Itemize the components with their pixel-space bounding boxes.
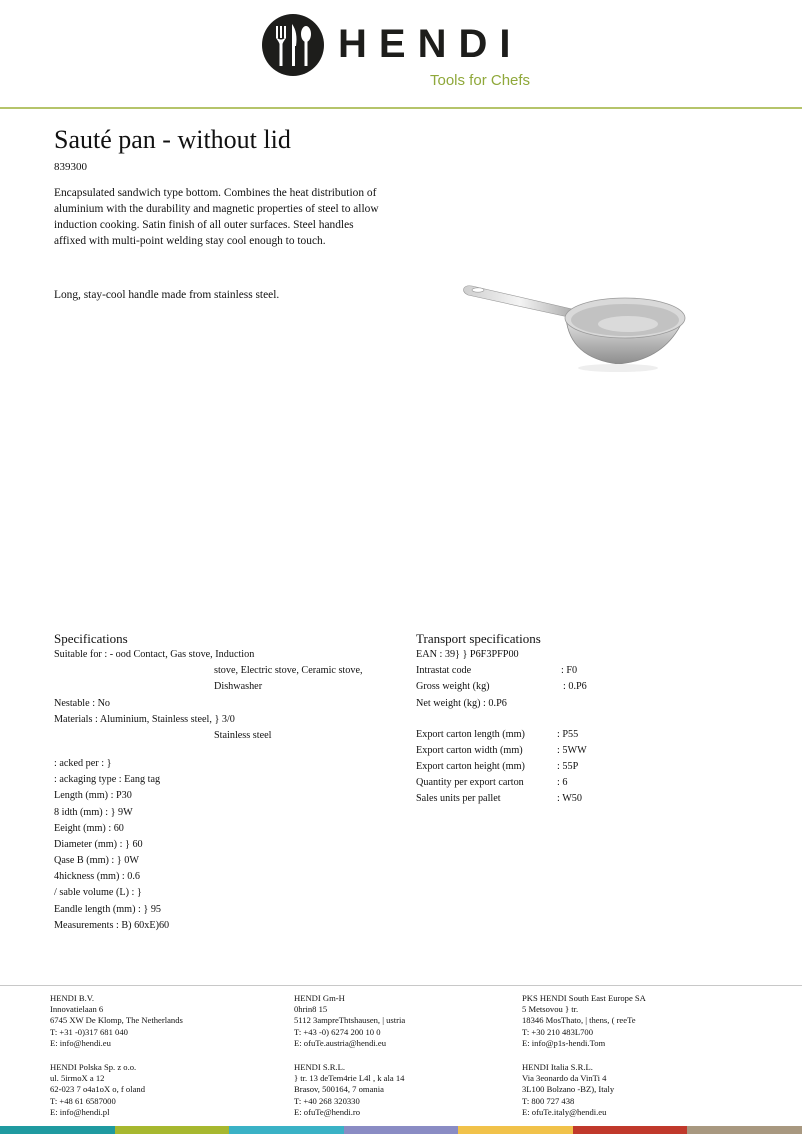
transport-pallet-value: : W50 — [557, 793, 582, 804]
spec-measurements: Measurements : B) 60xE)60 — [54, 920, 170, 931]
phone: T: 800 727 438 — [522, 1095, 575, 1106]
address-line: 5 Metsovou } tr. — [522, 1004, 579, 1015]
spec-base: Qase B (mm) : } 0W — [54, 855, 139, 866]
company-name: HENDI Italia S.R.L. — [522, 1062, 593, 1072]
footer-color-bars — [0, 1126, 802, 1134]
address-line: } tr. 13 deTem4rie L4l , k ala 14 — [294, 1073, 405, 1084]
transport-qty-value: : 6 — [557, 777, 568, 788]
transport-carton-length-value: : P55 — [557, 729, 579, 740]
spec-packed-per: : acked per : } — [54, 758, 112, 769]
address-line: 62-023 7 o4a1oX o, f oland — [50, 1084, 145, 1095]
transport-gross-value: : 0.P6 — [563, 681, 587, 692]
spec-height: Eeight (mm) : 60 — [54, 823, 124, 834]
color-bar — [344, 1126, 459, 1134]
phone: T: +31 -0)317 681 040 — [50, 1026, 128, 1037]
email: E: ofuTe.italy@hendi.eu — [522, 1106, 607, 1117]
transport-carton-width-label: Export carton width (mm) — [416, 745, 523, 756]
brand-tagline: Tools for Chefs — [430, 72, 531, 89]
company-name: HENDI B.V. — [50, 993, 95, 1003]
spec-nestable: Nestable : No — [54, 698, 111, 709]
spec-suitable-for: Suitable for : - ood Contact, Gas stove, Induction — [54, 649, 255, 660]
hendi-logo-icon — [262, 14, 324, 76]
address-line: Innovatielaan 6 — [50, 1004, 104, 1015]
email: E: info@hendi.pl — [50, 1106, 110, 1117]
address-line: 18346 MosThato, | thens, ( reeTe — [522, 1015, 636, 1026]
transport-pallet-label: Sales units per pallet — [416, 793, 501, 804]
product-feature: Long, stay-cool handle made from stainless steel. — [54, 289, 280, 301]
saute-pan-photo — [458, 278, 698, 378]
spec-suitable-for-cont: Dishwasher — [214, 681, 263, 692]
transport-net-weight: Net weight (kg) : 0.P6 — [416, 698, 507, 709]
spec-materials-cont: Stainless steel — [214, 730, 272, 741]
transport-carton-length-label: Export carton length (mm) — [416, 729, 525, 740]
footer-divider — [0, 985, 802, 986]
spec-length: Length (mm) : P30 — [54, 790, 132, 801]
color-bar — [115, 1126, 230, 1134]
product-description: Encapsulated sandwich type bottom. Combines the heat distribution of aluminium with the durability and magnetic properties of steel to allow induction cooking. Satin finish of all outer surfaces. Steel handles affixed with multi-point welding stay cool enough to touch. — [54, 187, 379, 247]
email: E: ofuTe@hendi.ro — [294, 1106, 361, 1117]
transport-intrastat-value: : F0 — [561, 665, 578, 676]
header-divider — [0, 107, 802, 109]
address-line: 3L100 Bolzano -BZ), Italy — [522, 1084, 615, 1095]
transport-carton-height-label: Export carton height (mm) — [416, 761, 525, 772]
phone: T: +43 -0) 6274 200 10 0 — [294, 1026, 381, 1037]
spec-diameter: Diameter (mm) : } 60 — [54, 839, 143, 850]
address-block-austria — [294, 993, 405, 1049]
color-bar — [573, 1126, 688, 1134]
address-block-poland — [50, 1062, 145, 1118]
transport-carton-height-value: : 55P — [557, 761, 579, 772]
transport-ean: EAN : 39} } P6F3PFP00 — [416, 649, 519, 660]
address-block-netherlands — [50, 993, 183, 1049]
address-line: 5112 3ampreThtshausen, | ustria — [294, 1015, 406, 1026]
product-code: 839300 — [54, 161, 87, 173]
email: E: info@p1s-hendi.Tom — [522, 1037, 606, 1048]
color-bar — [687, 1126, 802, 1134]
color-bar — [0, 1126, 115, 1134]
address-line: 6745 XW De Klomp, The Netherlands — [50, 1015, 183, 1026]
company-name: HENDI S.R.L. — [294, 1062, 346, 1072]
specifications-heading: Specifications — [54, 631, 128, 646]
email: E: ofuTe.austria@hendi.eu — [294, 1037, 387, 1048]
spec-materials: Materials : Aluminium, Stainless steel, } 3/0 — [54, 714, 235, 725]
transport-carton-width-value: : 5WW — [557, 745, 587, 756]
transport-heading: Transport specifications — [416, 631, 541, 646]
address-line: 0hrin8 15 — [294, 1004, 328, 1015]
company-name: HENDI Gm-H — [294, 993, 345, 1003]
color-bar — [458, 1126, 573, 1134]
page-header — [0, 0, 802, 110]
address-block-greece — [522, 993, 646, 1049]
email: E: info@hendi.eu — [50, 1037, 111, 1048]
transport-gross-label: Gross weight (kg) — [416, 681, 490, 692]
transport-intrastat-label: Intrastat code — [416, 665, 472, 676]
phone: T: +48 61 6587000 — [50, 1095, 116, 1106]
spec-volume: / sable volume (L) : } — [54, 887, 142, 898]
spec-thickness: 4hickness (mm) : 0.6 — [54, 871, 141, 882]
company-name: PKS HENDI South East Europe SA — [522, 993, 646, 1003]
address-line: Via 3eonardo da VinTi 4 — [522, 1073, 607, 1084]
address-block-italy — [522, 1062, 614, 1118]
address-line: Brasov, 500164, 7 omania — [294, 1084, 384, 1095]
product-title: Sauté pan - without lid — [54, 125, 291, 154]
spec-packaging-type: : ackaging type : Eang tag — [54, 774, 161, 785]
phone: T: +40 268 320330 — [294, 1095, 360, 1106]
spec-width: 8 idth (mm) : } 9W — [54, 807, 133, 818]
spec-suitable-for-cont: stove, Electric stove, Ceramic stove, — [214, 665, 363, 676]
company-name: HENDI Polska Sp. z o.o. — [50, 1062, 137, 1072]
address-line: ul. 5irmoX a 12 — [50, 1073, 105, 1084]
color-bar — [229, 1126, 344, 1134]
spec-handle-length: Eandle length (mm) : } 95 — [54, 904, 162, 915]
address-block-romania — [294, 1062, 404, 1118]
transport-qty-label: Quantity per export carton — [416, 777, 524, 788]
brand-name: HENDI — [338, 22, 523, 66]
phone: T: +30 210 483L700 — [522, 1026, 594, 1037]
